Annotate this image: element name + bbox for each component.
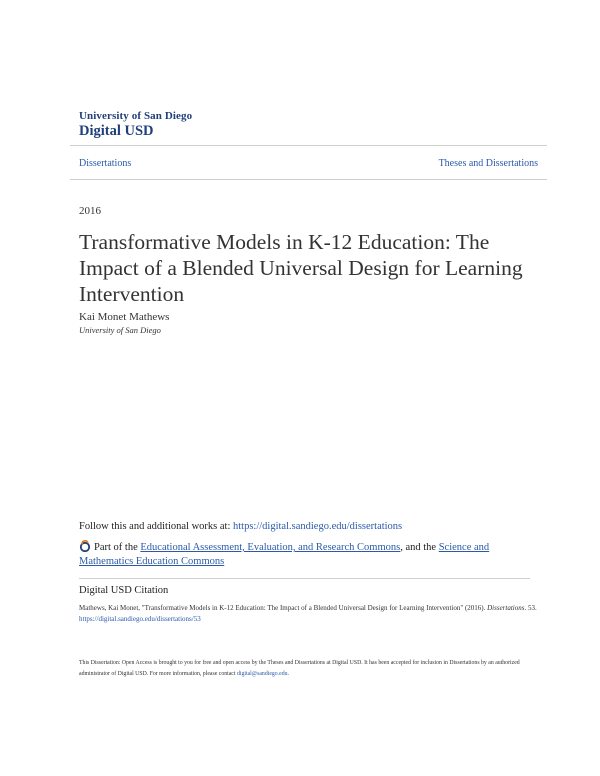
follow-prefix: Follow this and additional works at: (79, 521, 233, 532)
article-title: Transformative Models in K-12 Education: The Impact of a Blended Universal Design for Learning Intervention (79, 230, 523, 306)
citation-text: Mathews, Kai Monet, "Transformative Models in K-12 Education: The Impact of a Blended Universal Design for Learning Intervention" (2016). (79, 604, 488, 612)
header-divider (70, 145, 547, 146)
open-access-icon (79, 540, 91, 552)
author-name: Kai Monet Mathews (79, 311, 170, 323)
citation-journal: Dissertations (487, 604, 525, 612)
commons-link-educational-assessment[interactable]: Educational Assessment, Evaluation, and Research Commons (140, 542, 401, 553)
nav-link-theses-and-dissertations[interactable]: Theses and Dissertations (438, 158, 538, 169)
nav-divider (70, 179, 547, 180)
contact-email-link[interactable]: digital@sandiego.edu (236, 671, 288, 677)
citation-number: . 53. (524, 604, 537, 612)
citation-url-link[interactable]: https://digital.sandiego.edu/dissertations/53 (79, 615, 201, 623)
access-notice-end: . (287, 671, 289, 677)
citation-heading: Digital USD Citation (79, 585, 169, 596)
publication-year: 2016 (79, 205, 101, 217)
author-affiliation: University of San Diego (79, 325, 161, 335)
commons-link-science-math-education[interactable]: Science and Mathematics Education Commons (79, 542, 490, 567)
follow-line (79, 521, 402, 532)
access-notice-text: This Dissertation: Open Access is brought to you for free and open access by the Theses and Dissertations at Digital USD. It has been accepted for inclusion in Dissertations by an authorized administrator of Digital USD. For more information, please contact (79, 660, 520, 677)
nav-link-dissertations[interactable]: Dissertations (79, 158, 132, 169)
part-of-middle: , and the (400, 542, 439, 553)
citation-body (79, 603, 539, 625)
part-of-line (79, 540, 519, 569)
site-name-link[interactable]: Digital USD (79, 123, 154, 139)
part-of-prefix: Part of the (94, 542, 141, 553)
citation-divider (79, 578, 530, 579)
access-notice (79, 658, 539, 680)
dissertations-url-link[interactable]: https://digital.sandiego.edu/dissertations (233, 521, 403, 532)
institution-name: University of San Diego (79, 110, 193, 122)
